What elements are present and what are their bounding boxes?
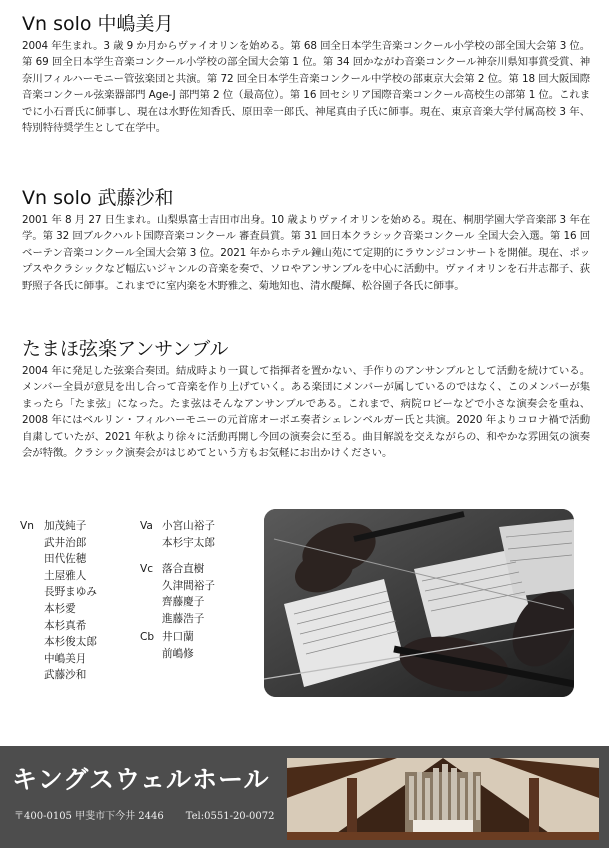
violins-illustration — [264, 509, 574, 697]
tel-text: Tel:0551-20-0072 — [185, 811, 275, 822]
member-group-contrabass — [140, 629, 194, 662]
hall-interior-illustration — [287, 758, 599, 840]
soloist1-bio: 2004 年生まれ。3 歳 9 か月からヴァイオリンを始める。第 68 回全日本学生音楽コンクール小学校の部全国大会第 3 位。第 69 回全日本学生音楽コンクール小学校の部全国大会第 1 位。第 34 回かながわ音楽コンクール神奈川県知事賞受賞、神奈川フィルハーモニー管弦楽団と共演。第 72 回全日本学生音楽コンクール中学校の部東京大会第 2 位。第 18 回大阪国際音楽コンクール弦楽器部門 Age-J 部門第 2 位（最高位）。第 16 回セシリア国際音楽コンクール高校生の部第 1 位。これまでに小石晋氏に師事し、現在は水野佐知香氏、原田幸一郎氏、神尾真由子氏に師事。現在、東京音楽大学付属高校 3 年、特別特待奨学生として在学中。 — [22, 40, 590, 135]
soloist1-section — [22, 12, 590, 136]
member-name: 長野まゆみ — [44, 586, 97, 599]
part-label: Vn — [20, 520, 34, 532]
member-name: 井口蘭 — [162, 631, 194, 643]
member-name: 武藤沙和 — [44, 669, 87, 682]
footer-banner — [0, 746, 609, 848]
member-name: 前嶋修 — [162, 647, 194, 660]
violins-photo — [264, 509, 574, 697]
part-label: Cb — [140, 631, 155, 643]
member-name: 久津間裕子 — [162, 579, 215, 592]
member-name: 中嶋美月 — [44, 652, 87, 665]
part-label: Va — [140, 520, 153, 532]
hall-interior-photo — [287, 758, 599, 840]
member-name: 田代佐穂 — [44, 553, 87, 566]
member-name: 齊藤慶子 — [162, 596, 205, 609]
soloist2-title: Vn solo 武藤沙和 — [22, 187, 174, 209]
member-group-violin — [20, 518, 97, 684]
member-name: 土屋雅人 — [44, 569, 87, 582]
member-name: 落合直樹 — [162, 563, 205, 575]
member-name: 本杉真希 — [44, 619, 87, 632]
address-text: 〒400-0105 甲斐市下今井 2446 — [14, 811, 164, 822]
hall-name: キングスウェルホール — [12, 765, 270, 794]
member-name: 進藤浩子 — [162, 612, 205, 625]
member-group-viola — [140, 518, 215, 551]
ensemble-bio: 2004 年に発足した弦楽合奏団。結成時より一貫して指揮者を置かない、手作りのアンサンブルとして活動を続けている。メンバー全員が意見を出し合って音楽を作り上げていく。ある楽団にメンバーが属しているのではなく、このメンバーが集まったら「たま弦」になった。たま弦はそんなアンサンブルである。これまで、病院ロビーなどで小さな演奏会を重ね、2008 年にはベルリン・フィルハーモニーの元首席オーボエ奏者シェレンベルガー氏と共演。2020 年よりコロナ禍で活動自粛していたが、2021 年秋より徐々に活動再開し今回の演奏会に至る。曲目解説を交えながらの、和やかな雰囲気の演奏会が特徴。クラシック演奏会がはじめてという方もお気軽にお出かけください。 — [22, 365, 590, 460]
member-list — [0, 518, 260, 688]
ensemble-title: たまほ弦楽アンサンブル — [22, 338, 229, 360]
member-name: 加茂純子 — [44, 520, 87, 532]
pipe-organ-icon — [405, 764, 481, 832]
member-name: 小宮山裕子 — [162, 520, 215, 532]
member-name: 本杉俊太郎 — [44, 636, 97, 649]
part-label: Vc — [140, 563, 154, 575]
soloist2-section — [22, 186, 590, 294]
hall-address — [14, 807, 275, 822]
soloist2-bio: 2001 年 8 月 27 日生まれ。山梨県富士吉田市出身。10 歳よりヴァイオリンを始める。現在、桐朋学園大学音楽部 3 年在学。第 32 回ブルクハルト国際音楽コンクール 審査員賞。第 31 回日本クラシック音楽コンクール 全国大会入選。第 16 回ベーテン音楽コンクール全国大会第 3 位。2021 年からホテル鐘山苑にて定期的にラウンジコンサートを開催。現在、ポップスやクラシックなど幅広いジャンルの音楽を奏で、ソロやアンサンブルを中心に活動中。ヴァイオリンを石井志都子、荻野照子各氏に師事。これまでに室内楽を木野雅之、菊地知也、清水醍輝、松谷園子各氏に師事。 — [22, 214, 590, 292]
member-group-cello — [140, 561, 215, 627]
ensemble-section — [22, 337, 590, 461]
soloist1-title: Vn solo 中嶋美月 — [22, 13, 174, 35]
member-name: 武井治郎 — [44, 536, 87, 549]
member-name: 本杉愛 — [44, 602, 76, 615]
member-name: 本杉宇太郎 — [162, 536, 215, 549]
